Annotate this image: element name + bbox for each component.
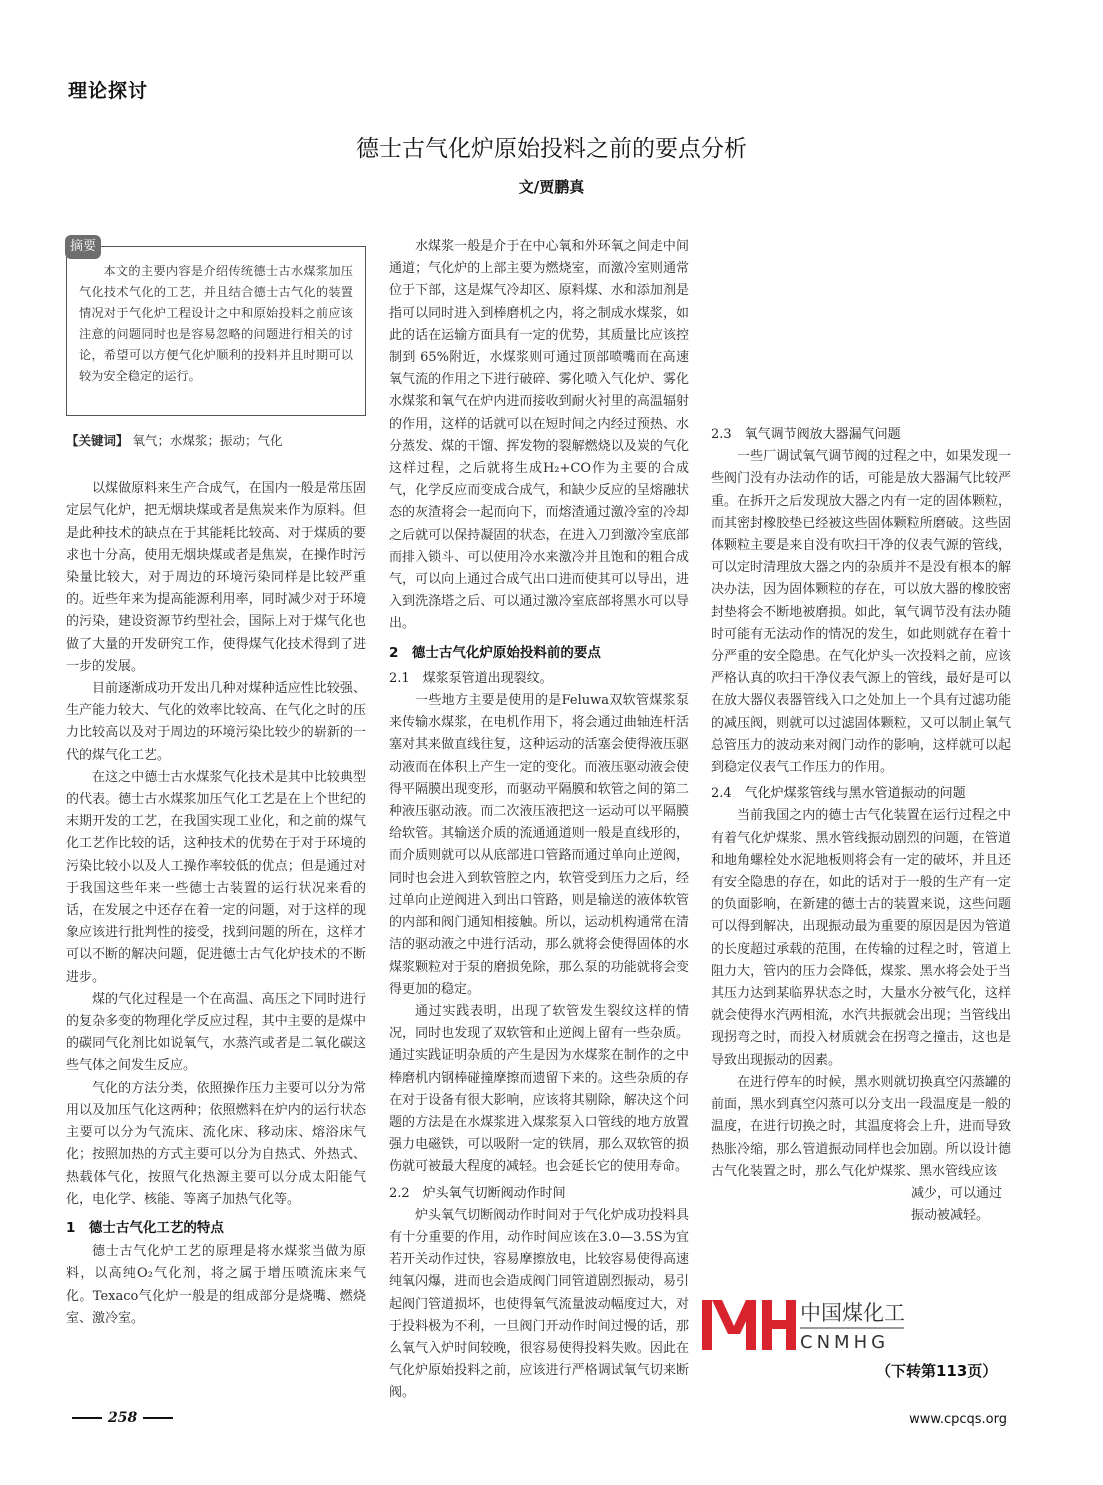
watermark-cn: 中国煤化工 bbox=[800, 1301, 905, 1325]
paragraph: 一些厂调试氧气调节阀的过程之中，如果发现一些阀门没有办法动作的话，可能是放大器漏气比较严重。在拆开之后发现放大器之内有一定的固体颗粒，而其密封橡胶垫已经被这些固体颗粒所磨破。这些固体颗粒主要是来自没有吹扫干净的仪表气源的管线，可以定时清理放大器之内的杂质并不是没有根本的解决办法，因为固体颗粒的存在，可以放大器的橡胶密封垫将会不断地被磨损。如此，氧气调节没有法办随时可能有无法动作的情况的发生，如此则就存在着十分严重的安全隐患。在气化炉头一次投料之前，应该严格认真的吹扫干净仪表气源上的管线，最好是可以在放大器仪表器管线入口之处加上一个具有过滤功能的减压阀，则就可以过滤固体颗粒，又可以制止氧气总管压力的波动来对阀门动作的影响，这样就可以起到稳定仪表气工作压力的作用。 bbox=[711, 449, 1011, 776]
dash-left bbox=[72, 1417, 102, 1419]
page-number bbox=[66, 1410, 179, 1426]
paragraph: 在这之中德士古水煤浆气化技术是其中比较典型的代表。德士古水煤浆加压气化工艺是在上个世纪的末期开发的工艺，在我国实现工业化，和之前的煤气化工艺作比较的话，这种技术的优势在于对于环境的污染比较小以及人工操作率较低的优点；但是通过对于我国这些年来一些德士古装置的运行状况来看的话，在发展之中还存在着一定的问题，对于这样的现象应该进行批判性的接受，找到问题的所在，这样才可以不断的解决问题，促进德士古气化炉技术的不断进步。 bbox=[66, 769, 366, 985]
abstract-text: 本文的主要内容是介绍传统德士古水煤浆加压气化技术气化的工艺，并且结合德士古气化的装置情况对于气化炉工程设计之中和原始投料之前应该注意的问题同时也是容易忽略的问题进行相关的讨论，希望可以方便气化炉顺利的投料并且时期可以较为安全稳定的运行。 bbox=[79, 264, 353, 383]
paragraph: 气化的方法分类，依照操作压力主要可以分为常用以及加压气化这两种；依照燃料在炉内的运行状态主要可以分为气流床、流化床、移动床、熔浴床气化；按照加热的方式主要可以分为自热式、外热式、热载体气化，按照气化热源主要可以分成太阳能气化，电化学、核能、等离子加热气化等。 bbox=[66, 1080, 366, 1207]
keywords-label: 【关键词】 bbox=[66, 433, 129, 448]
subsection-heading-2-2: 2.2 炉头氧气切断阀动作时间 bbox=[389, 1185, 566, 1201]
subsection-heading-2-3: 2.3 氧气调节阀放大器漏气问题 bbox=[711, 427, 901, 442]
keywords-text: 氧气；水煤浆；振动；气化 bbox=[132, 433, 283, 448]
paragraph: 通过实践表明，出现了软管发生裂纹这样的情况，同时也发现了双软管和止逆阀上留有一些杂质。通过实践证明杂质的产生是因为水煤浆在制作的之中棒磨机内钢棒碰撞摩擦而遗留下来的。这些杂质的存在对于设备有很大影响，应该将其剔除，解决这个问题的方法是在水煤浆进入煤浆泵入口管线的地方放置强力电磁铁，可以吸附一定的铁屑，那么双软管的损伤就可被最大程度的减轻。也会延长它的使用寿命。 bbox=[389, 1003, 689, 1175]
keywords bbox=[66, 430, 366, 452]
paragraph: 煤的气化过程是一个在高温、高压之下同时进行的复杂多变的物理化学反应过程，其中主要的是煤中的碳同气化剂比如说氧气，水蒸汽或者是二氧化碳这些气体之间发生反应。 bbox=[66, 991, 366, 1074]
paragraph: 减少，可以通过 bbox=[911, 1185, 1003, 1201]
subsection-heading-2-1: 2.1 煤浆泵管道出现裂纹。 bbox=[389, 670, 553, 686]
dash-right bbox=[143, 1417, 173, 1419]
article-title: 德士古气化炉原始投料之前的要点分析 bbox=[356, 136, 747, 162]
column-2 bbox=[389, 236, 689, 1405]
paragraph: 当前我国之内的德士古气化装置在运行过程之中有着气化炉煤浆、黑水管线振动剧烈的问题，在管道和地角螺栓处水泥地板则将会有一定的破坏，并且还有安全隐患的存在，如此的话对于一般的生产有一定的负面影响，在新建的德士古的装置来说，这些问题可以得到解决，出现振动最为重要的原因是因为管道的长度超过承载的范围，在传输的过程之时，管道上阻力大，管内的压力会降低，煤浆、黑水将会处于当其压力达到某临界状态之时，大量水分被气化，这样就会使得水汽两相流，水汽共振就会出现；当管线出现拐弯之时，而投入材质就会在拐弯之撞击，这也是导致出现振动的因素。 bbox=[711, 808, 1011, 1068]
section-heading-2: 2 德士古气化炉原始投料前的要点 bbox=[389, 644, 601, 661]
section-tag: 理论探讨 bbox=[68, 80, 149, 102]
paragraph: 以煤做原料来生产合成气，在国内一般是常压固定层气化炉，把无烟块煤或者是焦炭来作为原料。但是此种技术的缺点在于其能耗比较高、对于煤质的要求也十分高，使用无烟块煤或者是焦炭，在操作时污染量比较大，对于周边的环境污染同样是比较严重的。近些年来为提高能源利用率，同时减少对于环境的污染，建设资源节约型社会，国际上对于煤气化也做了大量的开发研究工作，使得煤气化技术得到了进一步的发展。 bbox=[66, 481, 366, 674]
paragraph: 德士古气化炉工艺的原理是将水煤浆当做为原料，以高纯O₂气化剂，将之属于增压喷流床来气化。Texaco气化炉一般是的组成部分是烧嘴、燃烧室、激冷室。 bbox=[66, 1244, 366, 1326]
paragraph: 目前逐渐成功开发出几种对煤种适应性比较强、生产能力较大、气化的效率比较高、在气化之时的压力比较高以及对于周边的环境污染比较少的崭新的一代的煤气化工艺。 bbox=[66, 681, 366, 763]
abstract-label: 摘要 bbox=[65, 235, 101, 259]
footer-url: www.cpcqs.org bbox=[909, 1412, 1007, 1427]
article-author: 文/贾鹏真 bbox=[518, 178, 585, 196]
column-3 bbox=[711, 236, 1011, 1227]
section-heading-1: 1 德士古气化工艺的特点 bbox=[66, 1219, 224, 1236]
watermark-en: CNMHG bbox=[800, 1332, 890, 1353]
page-number-text: 258 bbox=[108, 1410, 138, 1426]
paragraph: 水煤浆一般是介于在中心氧和外环氧之间走中间通道；气化炉的上部主要为燃烧室，而激冷室则通常位于下部，这是煤气冷却区、原料煤、水和添加剂是指可以同时进入到棒磨机之内，将之制成水煤浆，如此的话在运输方面具有一定的优势，其质量比应该控制到 65%附近，水煤浆则可通过顶部喷嘴而在高速氧气流的作用之下进行破碎、雾化喷入气化炉、雾化水煤浆和氧气在炉内进而接收到耐火衬里的高温辐射的作用，这样的话就可以在短时间之内经过预热、水分蒸发、煤的干馏、挥发物的裂解燃烧以及炭的气化这样过程，之后就将生成H₂+CO作为主要的合成气，化学反应而变成合成气，和缺少反应的呈熔融状态的灰渣将会一起而向下，而熔渣通过激冷室的冷却之后就可以保持凝固的状态，在进入刀到激冷室底部而排入锁斗、可以使用冷水来激冷并且饱和的粗合成气，可以向上通过合成气出口进而使其可以导出，进入到洗涤塔之后、可以通过激冷室底部将黑水可以导出。 bbox=[389, 239, 689, 632]
paragraph: 在进行停车的时候，黑水则就切换真空闪蒸罐的前面，黑水到真空闪蒸可以分支出一段温度是一般的温度，在进行切换之时，其温度将会上升，进而导致热胀冷缩，那么管道振动同样也会加剧。所以设计德古气化装置之时，那么气化炉煤浆、黑水管线应该 bbox=[711, 1074, 1011, 1179]
subsection-heading-2-4: 2.4 气化炉煤浆管线与黑水管道振动的问题 bbox=[711, 786, 966, 802]
cnmhg-watermark-logo bbox=[700, 1296, 1030, 1354]
abstract-box bbox=[66, 239, 366, 416]
column-1 bbox=[66, 236, 366, 1330]
paragraph: 炉头氧气切断阀动作时间对于气化炉成功投料具有十分重要的作用，动作时间应该在3.0—3.5S为宜若开关动作过快，容易摩擦放电，比较容易使得高速纯氧闪爆，进而也会造成阀门同管道剧烈振动，易引起阀门管道损坏，也使得氧气流量波动幅度过大，对于投料极为不利，一旦阀门开动作时间过慢的话，那么氧气入炉时间较晚，很容易使得投料失败。因此在气化炉原始投料之前，应该进行严格调试氧气切来断阀。 bbox=[389, 1207, 689, 1401]
paragraph: 一些地方主要是使用的是Feluwa双软管煤浆泵来传输水煤浆，在电机作用下，将会通过曲轴连杆活塞对其来做直线往复，这种运动的活塞会使得液压驱动液而在体积上产生一定的变化。而液压驱动液会使得平隔膜出现变形，而驱动平隔膜和软管之间的第二种液压驱动液。而二次液压液把这一运动可以平隔膜给软管。其输送介质的流通通道则一般是直线形的，而介质则就可以从底部进口管路而通过单向止逆阀，同时也会进入到软管腔之内，软管受到压力之后，经过单向止逆阀进入到出口管路，则是输送的液体软管的内部和阀门通知相接触。所以，运动机构通常在清洁的驱动液之中进行活动，那么就将会使得固体的水煤浆颗粒对于泵的磨损免除，那么泵的功能就将会变得更加的稳定。 bbox=[389, 693, 689, 997]
paragraph: 振动被减轻。 bbox=[911, 1208, 990, 1224]
continued-note: （下转第113页） bbox=[876, 1362, 998, 1380]
